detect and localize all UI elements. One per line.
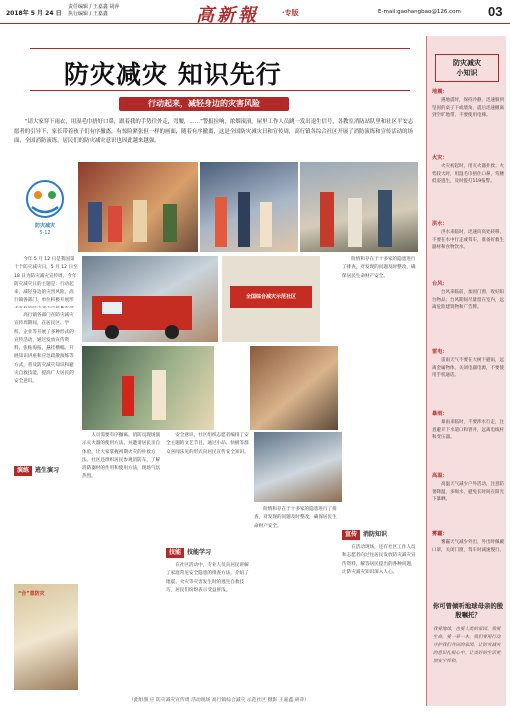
tip-text: 火灾初起时，用灭火器扑救；火势较大时，用湿毛巾捂住口鼻，弯腰低姿逃生，及时拨打119报警。 [432, 164, 504, 184]
editors [68, 4, 119, 18]
tip-text: 遇地震时，保持冷静，迅速躲到坚固的桌子下或墙角，震后迅速撤离到空旷地带，不要使用电梯。 [432, 98, 504, 118]
tip-heading: 暴雨： [432, 411, 448, 417]
tip-heading: 雾霾： [432, 531, 448, 537]
column-2-text: 人员需要有序撤离。消防员现场演示灭火器的使用方法，并邀请居民亲自体验，让大家掌握初期火灾的扑救方法。社区还组织居民参观消防车，了解消防器材的作用和使用方法，现场气氛热烈。 [82, 433, 161, 480]
section-tag-drill [14, 466, 59, 476]
tag-drill-text: 逃生演习 [35, 467, 60, 474]
tip-text: 洪水来临时，迅速向高处转移，不要在水中行走或驾车，准备好救生器材和食物饮水。 [432, 230, 504, 250]
column-1-text-2: 高行镇各部门在防灾减灾宣传周期间，在居民区、学校、企业等开展了多种形式的宣传活动，通过发放宣传资料、张贴海报、悬挂横幅、开展知识讲座和应急疏散演练等方式，普及防灾减灾知识和避灾自救技能，提高广大居民的安全意识。 [14, 313, 74, 385]
sidebar-question: 你可曾倾听地球母亲的殷殷嘱托？ [432, 602, 504, 619]
title-rule-top [30, 48, 410, 49]
column-3-text: 安全意识，社区组织志愿者编排了安全主题的文艺节目，通过小品、快板等群众喜闻乐见的形式向居民宣传安全知识。 [166, 433, 249, 455]
tip-heading: 火灾： [432, 155, 448, 161]
tip-text: 暴雨来临时，不要涉水行走，注意避开下水道口和窨井，远离电线杆和变压器。 [432, 420, 504, 440]
tip-text: 台风来临前，加固门窗，收好阳台物品；台风期间尽量留在室内，远离危险建筑物和广告牌。 [432, 290, 504, 310]
masthead-logo: 高新報 [196, 5, 259, 26]
sidebar-tips [426, 36, 506, 706]
demo-sign-text: 全国综合减灾示范社区 [230, 286, 312, 308]
disaster-day-logo [20, 177, 70, 227]
tip-text: 雾霾天气减少外出，外出时佩戴口罩，关闭门窗，驾车时减速慢行。 [432, 540, 504, 553]
tip-text: 雷雨天气不要在大树下避雨，远离金属物体，关闭电器电源，不要使用手机通话。 [432, 358, 504, 378]
tip-earthquake [432, 88, 504, 120]
tip-heading: 地震： [432, 89, 448, 95]
page-number: 03 [488, 4, 503, 19]
sidebar-title-1: 防灾减灾 [453, 59, 481, 67]
editor-line-2: 执行编辑 / 王嘉鑫 [68, 11, 108, 17]
article-title: 防灾减灾 知识先行 [64, 60, 282, 89]
photo-residents [250, 346, 338, 430]
tag-drill-label: 演练 [14, 466, 32, 476]
tag-fire-text: 消防知识 [363, 531, 388, 538]
tag-skills-label: 技能 [166, 548, 184, 558]
column-1-text: 今年 5 月 12 日是我国第十个防灾减灾日，5 月 12 日至 18 日为防灾减灾宣传周。今年防灾减灾日的主题是：行动起来，减轻身边的灾害风险。高行镇各部门、单位积极开展形 [14, 257, 78, 304]
editor-line-1: 责任编辑 / 王嘉鑫 胡萍 [68, 4, 120, 10]
photo-demo-sign [222, 256, 320, 342]
photo-children [14, 584, 78, 690]
section-label: ·专版 [282, 9, 299, 17]
photo-fire-truck [82, 256, 218, 342]
tip-heading: 高温： [432, 473, 448, 479]
tag-skills-text: 技能学习 [187, 549, 212, 556]
photo-extinguisher [82, 346, 214, 430]
logo-caption: 防灾减灾 [34, 223, 55, 229]
tip-fire [432, 154, 504, 186]
column-4-text: 险情和存在于十多家的隐患进行了排查，对发现的问题及时整改，确保居民生命财产安全。 [342, 257, 416, 279]
section-tag-skills [166, 548, 211, 558]
section-tag-fire [342, 530, 387, 540]
email-address: E-mail:gaohangbao@126.com [378, 9, 461, 15]
photo-drill-3 [300, 162, 418, 252]
tip-flood [432, 220, 504, 252]
article-lead: “请大家穿下雨衣，用湿毛巾捂好口鼻，跟着我的手势往外走，弯腰，……”警报拉响，浓烟滚滚。屋里工作人员跳一发出退生信号，各教室消防站队里和社区平安志愿者的引导下，家长带着孩子们有序撤离，有惊险紧张但一样的画面，随着有序撤离，这是全国防灾减灾日和宣传周，高行镇各综合社区开展了消防演练和宣传活动的场面，全国消防演练，居民们的防灾减灾意识也因此越来越强。 [14, 119, 414, 145]
sidebar-verse: 我爱地球，也爱人类的家园。我爱生命，爱一草一木。我们要用行动守护我们共同的家园，让防灾减灾的意识扎根心中，让美好的生活更加安宁祥和。 [433, 627, 501, 664]
photo-drill-1 [78, 162, 198, 252]
photo-drill-2 [200, 162, 298, 252]
photo-caption: （此组图 应 防灾减灾宣传周 活动现场 高行镇综合减灾 示范社区 摄影 王嘉鑫 胡萍） [128, 698, 310, 703]
tip-lightning [432, 348, 504, 380]
tip-heading: 台风： [432, 281, 448, 287]
article-subtitle: 行动起来，减轻身边的灾害风险 [119, 97, 289, 111]
logo-date: 5·12 [39, 230, 51, 236]
column-3b-text: 险情和存在于十多家的隐患进行了排查，对发现的问题及时整改，确保居民生命财产安全。 [254, 507, 337, 529]
page-header [0, 0, 510, 24]
issue-date: 2018年 5 月 24 日 [6, 10, 62, 17]
title-rule-bottom [30, 90, 410, 91]
tip-heading: 雷电： [432, 349, 448, 355]
tag-fire-label: 宣传 [342, 530, 360, 540]
tip-smog [432, 530, 504, 554]
tip-typhoon [432, 280, 504, 312]
tip-heading: 洪水： [432, 221, 448, 227]
column-4-text-2: 在活动现场，还有社区工作人员和志愿者向过往居民发放防灾减灾宣传资料，解答居民提出的各种问题，让防灾减灾知识深入人心。 [342, 545, 416, 575]
tip-heat [432, 472, 504, 504]
children-banner-text: “合”意防灾 [18, 591, 45, 597]
sidebar-title-2: 小知识 [456, 69, 478, 77]
tip-text: 高温天气减少户外活动，注意防暑降温，多喝水，避免长时间在阳光下暴晒。 [432, 482, 504, 502]
column-3-text-2: 在社区活动中，专业人员向居民讲解了家庭常见安全隐患的排查方法，介绍了地震、火灾等灾害发生时的逃生自救技巧，居民们纷纷表示受益匪浅。 [166, 563, 249, 593]
tip-rainstorm [432, 410, 504, 442]
photo-volunteers [254, 432, 342, 502]
